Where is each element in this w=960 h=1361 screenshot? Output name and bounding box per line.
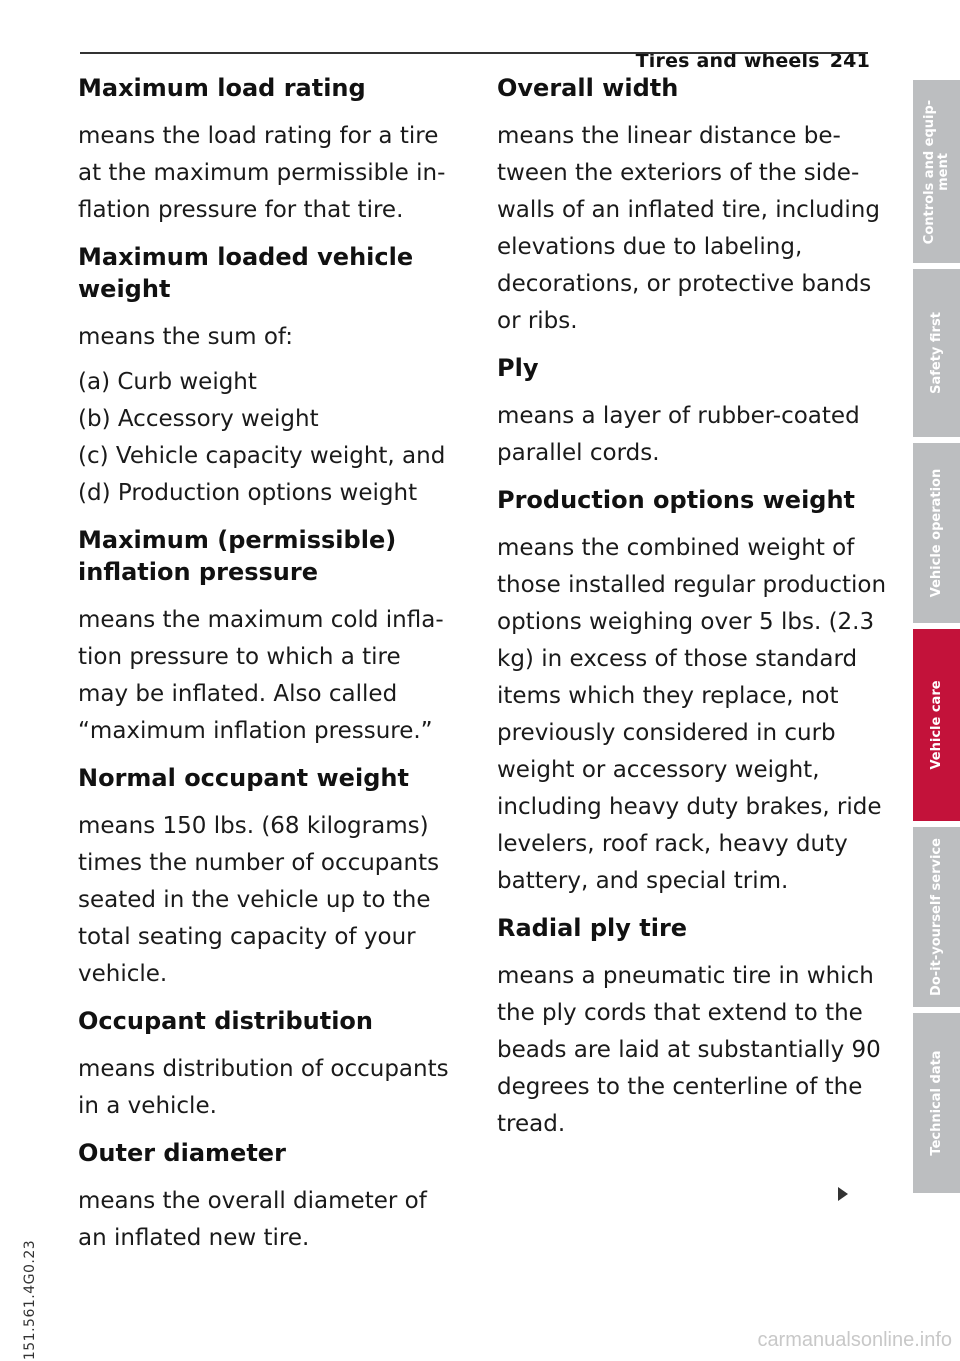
term-heading: Maximum load rating [78, 74, 366, 102]
term-heading: Overall width [497, 74, 679, 102]
term-heading: Maximum (permissible) inflation pressure [78, 526, 397, 586]
term-definition: means the combined weight of those installed regular production options weighing over 5 lbs. (2.3 kg) in excess of those standard items which they replace, not previously considered in curb weight or accessory weight, including heavy duty brakes, ride levelers, roof rack, heavy duty battery, and special trim. [497, 535, 887, 894]
document-code: 151.561.4G0.23 [22, 1239, 38, 1361]
term-definition: means distribution of occupants in a vehicle. [78, 1056, 449, 1119]
list-item: (c) Vehicle capacity weight, and [78, 443, 446, 469]
term-heading: Radial ply tire [497, 914, 688, 942]
watermark: carmanualsonline.info [757, 1329, 952, 1351]
term-definition: means the load rating for a tire at the maximum permissible inflation pressure for that tire. [78, 123, 446, 223]
tab-safety-first[interactable] [913, 269, 960, 437]
section-title: Tires and wheels [635, 50, 820, 72]
term-heading: Maximum loaded vehicle weight [78, 243, 414, 303]
tab-label: Vehicle operation [928, 468, 944, 598]
list-item: (b) Accessory weight [78, 406, 319, 432]
term-definition: means the linear distance between the exteriors of the sidewalls of an inflated tire, including elevations due to labeling, decorations, or protective bands or ribs. [497, 123, 880, 334]
term-definition: means a layer of rubber-coated parallel cords. [497, 403, 860, 466]
tab-label: Safety first [928, 312, 944, 394]
tab-label: Do-it-yourself service [928, 838, 944, 996]
sum-list [78, 364, 458, 512]
left-column [78, 72, 458, 1265]
term-heading: Production options weight [497, 486, 856, 514]
tab-do-it-yourself-service[interactable] [913, 827, 960, 1007]
tab-vehicle-care[interactable] [913, 629, 960, 821]
term-definition: means the sum of: [78, 324, 293, 350]
page-number: 241 [829, 50, 870, 72]
list-item: (a) Curb weight [78, 369, 257, 395]
term-definition: means 150 lbs. (68 kilograms) times the number of occupants seated in the vehicle up to the total seating capacity of your vehicle. [78, 813, 440, 987]
tab-label: Vehicle care [928, 680, 944, 770]
tab-vehicle-operation[interactable] [913, 443, 960, 623]
tab-label: Controls and equip- ment [921, 99, 951, 244]
term-heading: Normal occupant weight [78, 764, 409, 792]
term-heading: Occupant distribution [78, 1007, 373, 1035]
tab-controls-and-equipment[interactable] [913, 80, 960, 263]
list-item: (d) Production options weight [78, 480, 418, 506]
term-definition: means the maximum cold inflation pressure to which a tire may be inflated. Also called “maximum inflation pressure.” [78, 607, 444, 744]
right-column [497, 72, 887, 1151]
tab-label: Technical data [928, 1050, 944, 1156]
header-rule [80, 52, 868, 54]
term-definition: means a pneumatic tire in which the ply cords that extend to the beads are laid at substantially 90 degrees to the centerline of the tread. [497, 963, 881, 1137]
tab-technical-data[interactable] [913, 1013, 960, 1193]
term-definition: means the overall diameter of an inflated new tire. [78, 1188, 427, 1251]
triangle-right-icon [838, 1187, 848, 1201]
term-heading: Outer diameter [78, 1139, 286, 1167]
term-heading: Ply [497, 354, 539, 382]
chapter-tabs [913, 80, 960, 1199]
